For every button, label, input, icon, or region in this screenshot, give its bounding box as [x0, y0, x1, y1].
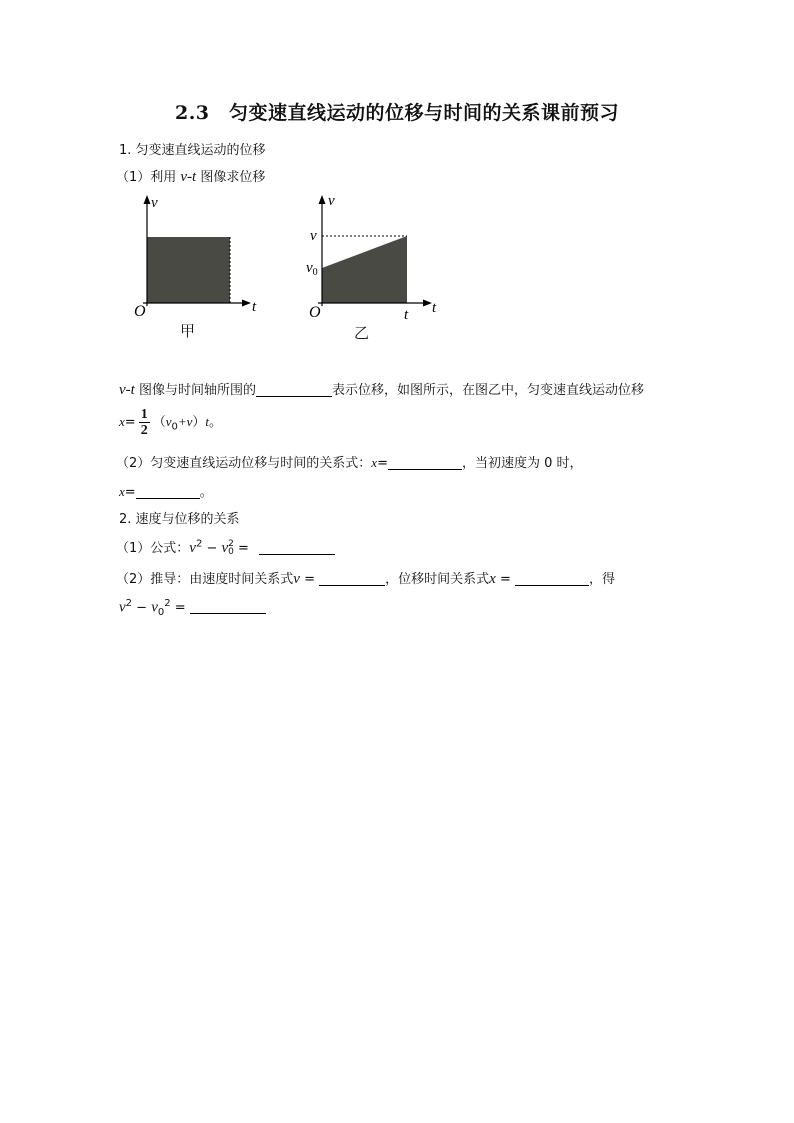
label-v0: $v_0$	[306, 260, 318, 278]
derivation-result: $v^2 - v_0^2$ =	[119, 598, 266, 618]
blank-formula[interactable]	[259, 540, 335, 555]
paragraph-relation: （2）匀变速直线运动位移与时间的关系式：x= ，当初速度为 0 时，	[116, 455, 583, 471]
graph-yi	[300, 188, 450, 348]
blank-x-formula[interactable]	[388, 455, 462, 470]
axis-t-label: t	[432, 300, 437, 316]
fraction-half: $\frac{1}{2}$	[140, 407, 148, 438]
axis-t-label: t	[252, 299, 257, 315]
displacement-formula: x= $\frac{1}{2}$ $(v_0+v)t$。	[119, 407, 223, 438]
label-t: t	[404, 307, 409, 323]
v-axis-arrow	[144, 195, 151, 204]
subsection-2-2: （2）推导：由速度时间关系式v = ，位移时间关系式x = ，得	[116, 571, 615, 587]
area-rectangle	[147, 237, 230, 303]
label-v: v	[310, 228, 317, 244]
t-axis-arrow	[242, 300, 251, 307]
subsection-1-1: （1）利用 v-t 图像求位移	[116, 169, 266, 185]
blank-result[interactable]	[190, 599, 266, 614]
origin-label: O	[134, 303, 146, 320]
graph-yi-caption: 乙	[354, 324, 370, 342]
t-axis-arrow	[423, 300, 432, 307]
area-trapezoid	[322, 236, 407, 303]
origin-label: O	[309, 304, 321, 321]
blank-displacement-time[interactable]	[515, 571, 589, 586]
subsection-2-1: （1）公式：$v^2 - v$ 2 0 =	[116, 537, 335, 557]
v-axis-arrow	[319, 195, 326, 204]
axis-v-label: v	[328, 193, 335, 209]
paragraph-zero-initial: x= 。	[119, 484, 213, 500]
blank-area[interactable]	[256, 382, 332, 397]
section-1-heading: 1. 匀变速直线运动的位移	[119, 143, 266, 158]
axis-v-label: v	[151, 195, 158, 211]
blank-velocity-time[interactable]	[319, 571, 385, 586]
section-2-heading: 2. 速度与位移的关系	[119, 512, 240, 527]
blank-x-zero[interactable]	[136, 484, 200, 499]
graph-jia	[125, 188, 275, 348]
graph-jia-caption: 甲	[180, 322, 196, 340]
paragraph-area-meaning: v-t 图像与时间轴所围的 表示位移，如图所示，在图乙中，匀变速直线运动位移	[119, 382, 644, 398]
page-title: 2.3 匀变速直线运动的位移与时间的关系课前预习	[174, 102, 620, 124]
